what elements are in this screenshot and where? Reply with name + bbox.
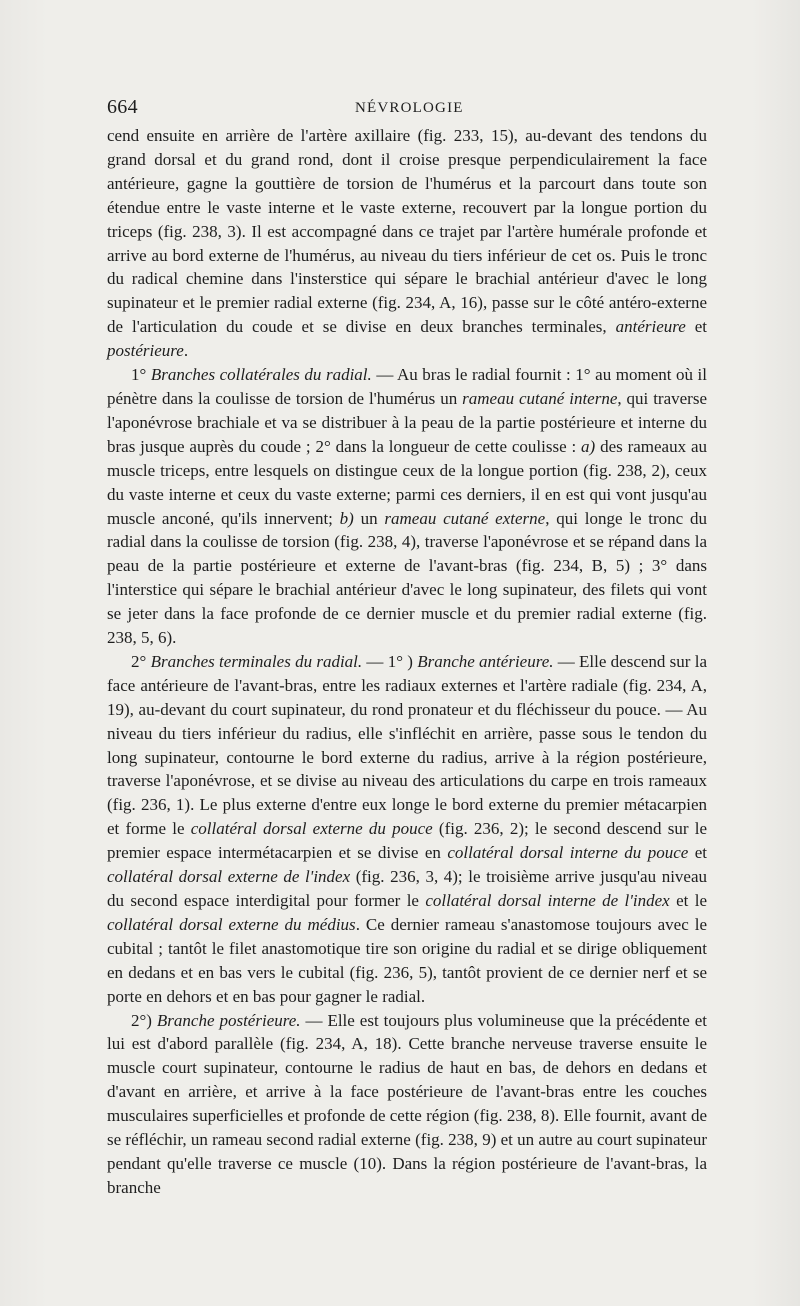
body-text bbox=[107, 124, 707, 1200]
section-heading: Branches collatérales du radial. bbox=[150, 365, 372, 385]
text-run: (fig. 236, 3, 4); le troisième arrive jusqu'au niveau du second espace interdigital pour former le bbox=[107, 867, 708, 910]
subsection-heading: Branche postérieure. bbox=[156, 1010, 301, 1030]
italic-term: collatéral dorsal interne de l'index bbox=[425, 891, 670, 910]
text-run: cend ensuite en arrière de l'artère axillaire (fig. 233, 15), au-devant des tendons du grand dorsal et du grand rond, dont il croise presque perpendiculairement la face antérieure, gagne la gouttière de torsion de l'humérus et la parcourt dans toute son étendue entre le vaste interne et le vaste externe, recouvert par la longue portion du triceps (fig. 238, 3). Il est accompagné dans ce trajet par l'artère humérale profonde et arrive au bord externe de l'humérus, au niveau du tiers inférieur de cet os. Puis le tronc du radical chemine dans l'insterstice qui sépare le brachial antérieur d'avec le long supinateur et le premier radial externe (fig. 234, A, 16), passe sur le côté antéro-externe de l'articulation du coude et se divise en deux branches terminales, bbox=[107, 126, 707, 337]
italic-term: a) bbox=[581, 436, 596, 456]
italic-term: postérieure bbox=[107, 341, 184, 361]
text-run: 1° bbox=[131, 365, 151, 385]
italic-term: collatéral dorsal externe du pouce bbox=[190, 819, 433, 839]
paragraph-continuation bbox=[107, 124, 707, 363]
text-run: 2°) bbox=[131, 1010, 157, 1030]
page-number: 664 bbox=[107, 96, 138, 118]
text-run: et bbox=[688, 843, 707, 863]
subsection-heading: Branche antérieure. bbox=[417, 651, 554, 671]
text-run: — Elle descend sur la face antérieure de l'avant-bras, entre les radiaux externes et l'artère radiale (fig. 234, A, 19), au-devant du court supinateur, du rond pronateur et du fléchisseur du pouce. — Au niveau du tiers inférieur du radius, elle s'infléchit en arrière, passe sous le tendon du long supinateur, contourne le bord externe du radius, arrive à la région postérieure, traverse l'aponévrose, et se divise au niveau des articulations du carpe en trois rameaux (fig. 236, 1). Le plus externe d'entre eux longe le bord externe du premier métacarpien et forme le bbox=[107, 651, 707, 839]
paragraph-terminal-branches bbox=[107, 650, 707, 1009]
italic-term: collatéral dorsal externe du médius bbox=[107, 914, 356, 934]
text-run: — Au bras le radial fournit : 1° au moment où il pénètre dans la coulisse de torsion de l'humérus un bbox=[107, 365, 708, 408]
text-run: et le bbox=[669, 891, 707, 910]
text-run: 2° bbox=[131, 651, 151, 671]
text-run: (fig. 236, 2); le second descend sur le premier espace intermétacarpien et se divise en bbox=[107, 819, 707, 863]
text-run: et bbox=[685, 317, 707, 337]
italic-term: rameau cutané externe bbox=[384, 508, 546, 528]
section-heading: Branches terminales du radial. bbox=[150, 651, 363, 671]
text-run: des rameaux au muscle triceps, entre lesquels on distingue ceux de la longue portion (fig. 238, 2), ceux du vaste interne et ceux du vaste externe; parmi ces derniers, il en est qui vont jusqu'au muscle anconé, qu'ils innervent; bbox=[107, 436, 707, 528]
italic-term: rameau cutané interne bbox=[462, 388, 618, 408]
text-run: un bbox=[353, 508, 385, 528]
paragraph-posterior-branch bbox=[107, 1009, 707, 1200]
italic-term: antérieure bbox=[615, 317, 686, 337]
italic-term: collatéral dorsal externe de l'index bbox=[107, 867, 351, 887]
paragraph-collateral-branches bbox=[107, 363, 707, 650]
text-run: — Elle est toujours plus volumineuse que la précédente et lui est d'abord parallèle (fig. 234, A, 18). Cette branche nerveuse traverse ensuite le muscle court supinateur, contourne le radius de haut en bas, de dehors en dedans et d'avant en arrière, et arrive à la face postérieure de l'avant-bras entre les couches musculaires superficielles et profonde de cette région (fig. 238, 8). Elle fournit, avant de se réfléchir, un rameau second radial externe (fig. 238, 9) et un autre au court supinateur pendant qu'elle traverse ce muscle (10). Dans la région postérieure de l'avant-bras, la branche bbox=[107, 1010, 707, 1197]
italic-term: collatéral dorsal interne du pouce bbox=[447, 843, 689, 863]
page-header bbox=[0, 92, 800, 122]
text-run: , qui traverse l'aponévrose brachiale et va se distribuer à la peau de la partie postérieure et interne du bras jusque auprès du coude ; 2° dans la longueur de cette coulisse : bbox=[107, 388, 707, 456]
text-run: — 1° ) bbox=[362, 651, 418, 671]
text-run: . bbox=[183, 341, 189, 361]
text-run: , qui longe le tronc du radial dans la coulisse de torsion (fig. 238, 4), traverse l'aponévrose et se répand dans la peau de la partie postérieure et externe de l'avant-bras (fig. 234, B, 5) ; 3° dans l'interstice qui sépare le brachial antérieur d'avec le long supinateur, des filets qui vont se jeter dans la face profonde de ce dernier muscle et du premier radial externe (fig. 238, 5, 6). bbox=[107, 508, 707, 648]
running-title: NÉVROLOGIE bbox=[355, 100, 464, 116]
italic-term: b) bbox=[339, 508, 354, 528]
text-run: . Ce dernier rameau s'anastomose toujours avec le cubital ; tantôt le filet anastomotique tire son origine du radial et se dirige obliquement en dedans et en bas vers le cubital (fig. 236, 5), tantôt provient de ce dernier nerf et se porte en dehors et en bas pour gagner le radial. bbox=[107, 914, 707, 1006]
